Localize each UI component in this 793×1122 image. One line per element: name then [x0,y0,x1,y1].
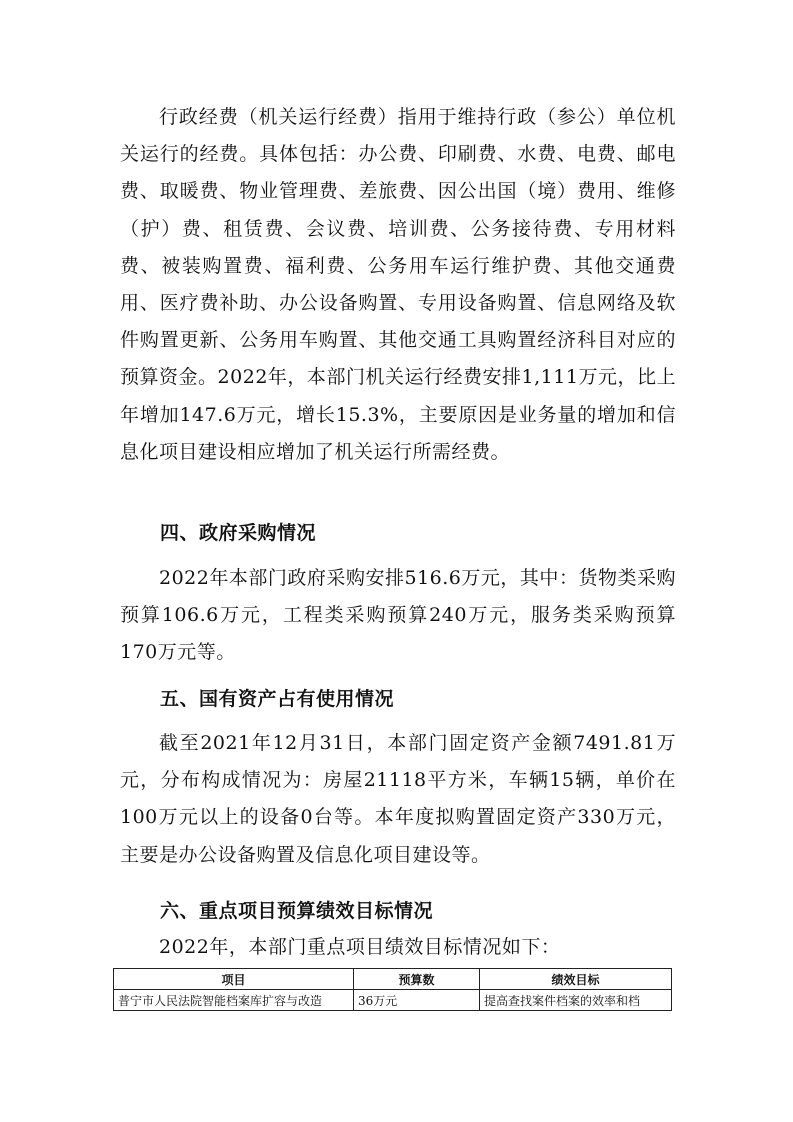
column-header-budget: 预算数 [354,969,480,990]
table-row [114,990,672,1011]
paragraph-key-projects-intro: 2022年，本部门重点项目绩效目标情况如下： [159,936,561,958]
cell-performance-goal: 提高查找案件档案的效率和档 [480,990,672,1011]
table-header-row [114,969,672,990]
heading-government-procurement: 四、政府采购情况 [160,522,317,544]
paragraph-procurement: 2022年本部门政府采购安排516.6万元，其中：货物类采购预算106.6万元，工程类采购预算240万元，服务类采购预算170万元等。 [120,567,676,664]
column-header-project: 项目 [114,969,354,990]
heading-key-project-performance: 六、重点项目预算绩效目标情况 [160,900,434,922]
paragraph-assets: 截至2021年12月31日，本部门固定资产金额7491.81万元，分布构成情况为：房屋21118平方米，车辆15辆，单价在100万元以上的设备0台等。本年度拟购置固定资产330万元，主要是办公设备购置及信息化项目建设等。 [120,732,676,866]
performance-table [113,968,672,1011]
paragraph-admin-costs: 行政经费（机关运行经费）指用于维持行政（参公）单位机关运行的经费。具体包括：办公费、印刷费、水费、电费、邮电费、取暖费、物业管理费、差旅费、因公出国（境）费用、维修（护）费、租赁费、会议费、培训费、公务接待费、专用材料费、被装购置费、福利费、公务用车运行维护费、其他交通费用、医疗费补助、办公设备购置、专用设备购置、信息网络及软件购置更新、公务用车购置、其他交通工具购置经济科目对应的预算资金。2022年，本部门机关运行经费安排1,111万元，比上年增加147.6万元，增长15.3%，主要原因是业务量的增加和信息化项目建设相应增加了机关运行所需经费。 [120,106,676,463]
cell-budget: 36万元 [354,990,480,1011]
cell-project-name: 普宁市人民法院智能档案库扩容与改造 [114,990,354,1011]
column-header-performance-goal: 绩效目标 [480,969,672,990]
heading-state-assets: 五、国有资产占有使用情况 [160,688,395,710]
